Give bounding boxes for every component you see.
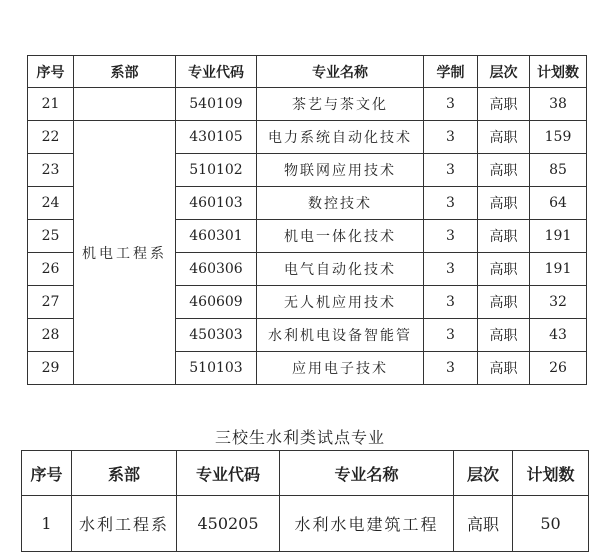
cell-plan: 64 [530, 187, 587, 220]
cell-name: 物联网应用技术 [257, 154, 424, 187]
cell-level: 高职 [478, 253, 530, 286]
cell-no: 1 [22, 496, 72, 552]
cell-name: 无人机应用技术 [257, 286, 424, 319]
cell-years: 3 [424, 154, 478, 187]
cell-plan: 32 [530, 286, 587, 319]
cell-level: 高职 [478, 88, 530, 121]
cell-level: 高职 [478, 286, 530, 319]
header-plan: 计划数 [530, 56, 587, 88]
cell-level: 高职 [478, 121, 530, 154]
table-row [22, 496, 589, 552]
header-name: 专业名称 [280, 451, 454, 496]
cell-no: 23 [28, 154, 74, 187]
cell-code: 430105 [176, 121, 257, 154]
cell-name: 茶艺与茶文化 [257, 88, 424, 121]
header-level: 层次 [454, 451, 513, 496]
cell-years: 3 [424, 286, 478, 319]
cell-years: 3 [424, 319, 478, 352]
cell-dept-empty [74, 88, 176, 121]
table-header-row [28, 56, 587, 88]
header-name: 专业名称 [257, 56, 424, 88]
cell-no: 25 [28, 220, 74, 253]
cell-level: 高职 [454, 496, 513, 552]
cell-level: 高职 [478, 319, 530, 352]
cell-name: 水利机电设备智能管 [257, 319, 424, 352]
cell-name: 应用电子技术 [257, 352, 424, 385]
cell-dept-merged: 机电工程系 [74, 121, 176, 385]
cell-code: 540109 [176, 88, 257, 121]
header-years: 学制 [424, 56, 478, 88]
cell-code: 460301 [176, 220, 257, 253]
cell-plan: 191 [530, 253, 587, 286]
cell-level: 高职 [478, 220, 530, 253]
header-plan: 计划数 [513, 451, 589, 496]
cell-level: 高职 [478, 187, 530, 220]
cell-code: 510102 [176, 154, 257, 187]
table-row [28, 121, 587, 154]
cell-no: 27 [28, 286, 74, 319]
cell-dept: 水利工程系 [72, 496, 177, 552]
cell-code: 460609 [176, 286, 257, 319]
cell-code: 460306 [176, 253, 257, 286]
cell-code: 450303 [176, 319, 257, 352]
table-header-row [22, 451, 589, 496]
cell-years: 3 [424, 220, 478, 253]
cell-name: 电气自动化技术 [257, 253, 424, 286]
pilot-program-table [21, 450, 589, 552]
cell-name: 机电一体化技术 [257, 220, 424, 253]
cell-level: 高职 [478, 352, 530, 385]
cell-no: 26 [28, 253, 74, 286]
header-code: 专业代码 [176, 56, 257, 88]
cell-plan: 85 [530, 154, 587, 187]
cell-no: 28 [28, 319, 74, 352]
header-level: 层次 [478, 56, 530, 88]
cell-name: 水利水电建筑工程 [280, 496, 454, 552]
enrollment-plan-table [27, 55, 587, 385]
cell-code: 450205 [177, 496, 280, 552]
section-title: 三校生水利类试点专业 [214, 428, 385, 447]
header-code: 专业代码 [177, 451, 280, 496]
cell-years: 3 [424, 187, 478, 220]
cell-plan: 159 [530, 121, 587, 154]
header-dept: 系部 [72, 451, 177, 496]
cell-no: 29 [28, 352, 74, 385]
cell-years: 3 [424, 253, 478, 286]
cell-plan: 50 [513, 496, 589, 552]
cell-no: 21 [28, 88, 74, 121]
table-row [28, 88, 587, 121]
cell-level: 高职 [478, 154, 530, 187]
header-no: 序号 [28, 56, 74, 88]
cell-name: 数控技术 [257, 187, 424, 220]
cell-years: 3 [424, 352, 478, 385]
cell-plan: 43 [530, 319, 587, 352]
cell-code: 510103 [176, 352, 257, 385]
cell-plan: 191 [530, 220, 587, 253]
cell-plan: 26 [530, 352, 587, 385]
cell-years: 3 [424, 121, 478, 154]
cell-plan: 38 [530, 88, 587, 121]
header-dept: 系部 [74, 56, 176, 88]
cell-years: 3 [424, 88, 478, 121]
cell-code: 460103 [176, 187, 257, 220]
cell-name: 电力系统自动化技术 [257, 121, 424, 154]
cell-no: 22 [28, 121, 74, 154]
cell-no: 24 [28, 187, 74, 220]
header-no: 序号 [22, 451, 72, 496]
